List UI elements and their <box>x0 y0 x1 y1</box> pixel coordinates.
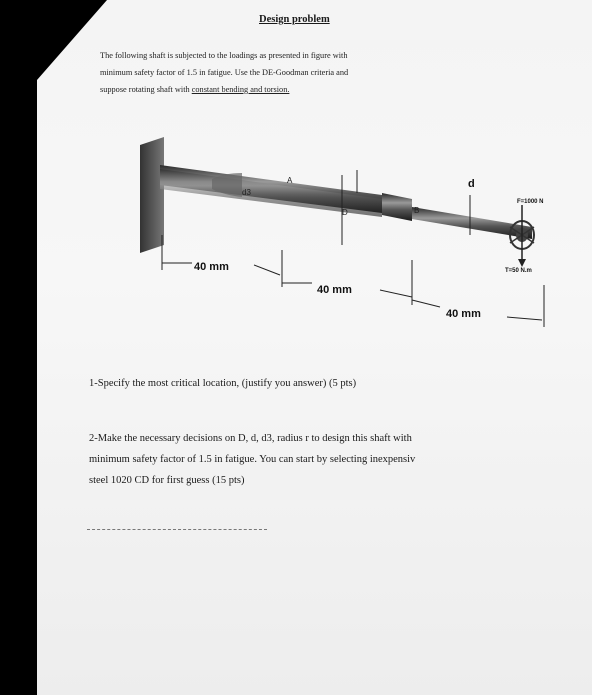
label-D: D <box>342 208 348 217</box>
question-2-line-2: minimum safety factor of 1.5 in fatigue. You can start by selecting inexpensiv <box>89 454 416 465</box>
question-2-line-3: steel 1020 CD for first guess (15 pts) <box>89 475 245 486</box>
dimension-3: 40 mm <box>446 308 481 320</box>
label-d3: d3 <box>242 188 251 197</box>
question-2 <box>89 428 579 491</box>
intro-line-3 <box>100 81 520 98</box>
label-d: d <box>468 178 475 190</box>
label-B: B <box>414 206 420 215</box>
intro-paragraph <box>100 47 520 98</box>
torque-label: T=50 N.m <box>505 268 532 274</box>
shaft-small-section <box>412 207 532 239</box>
page-fold <box>37 0 107 80</box>
dimension-1: 40 mm <box>194 261 229 273</box>
label-A: A <box>287 176 293 185</box>
dimension-2: 40 mm <box>317 284 352 296</box>
intro-line-3-underlined: constant bending and torsion. <box>191 85 290 94</box>
document-page <box>37 0 592 695</box>
question-2-line-1: 2-Make the necessary decisions on D, d, d3, radius r to design this shaft with <box>89 433 412 444</box>
question-1: 1-Specify the most critical location, (justify you answer) (5 pts) <box>89 378 357 389</box>
intro-line-3-text: suppose rotating shaft with <box>100 85 192 94</box>
intro-line-2: minimum safety factor of 1.5 in fatigue. Use the DE-Goodman criteria and <box>100 68 349 77</box>
force-label: F=1000 N <box>517 199 544 205</box>
dashed-divider <box>87 529 267 530</box>
shaft-shoulder <box>382 193 412 221</box>
shaft-figure <box>112 135 567 345</box>
wall-support <box>140 137 164 253</box>
intro-line-1: The following shaft is subjected to the loadings as presented in figure with <box>100 51 348 60</box>
page-title: Design problem <box>259 14 330 25</box>
